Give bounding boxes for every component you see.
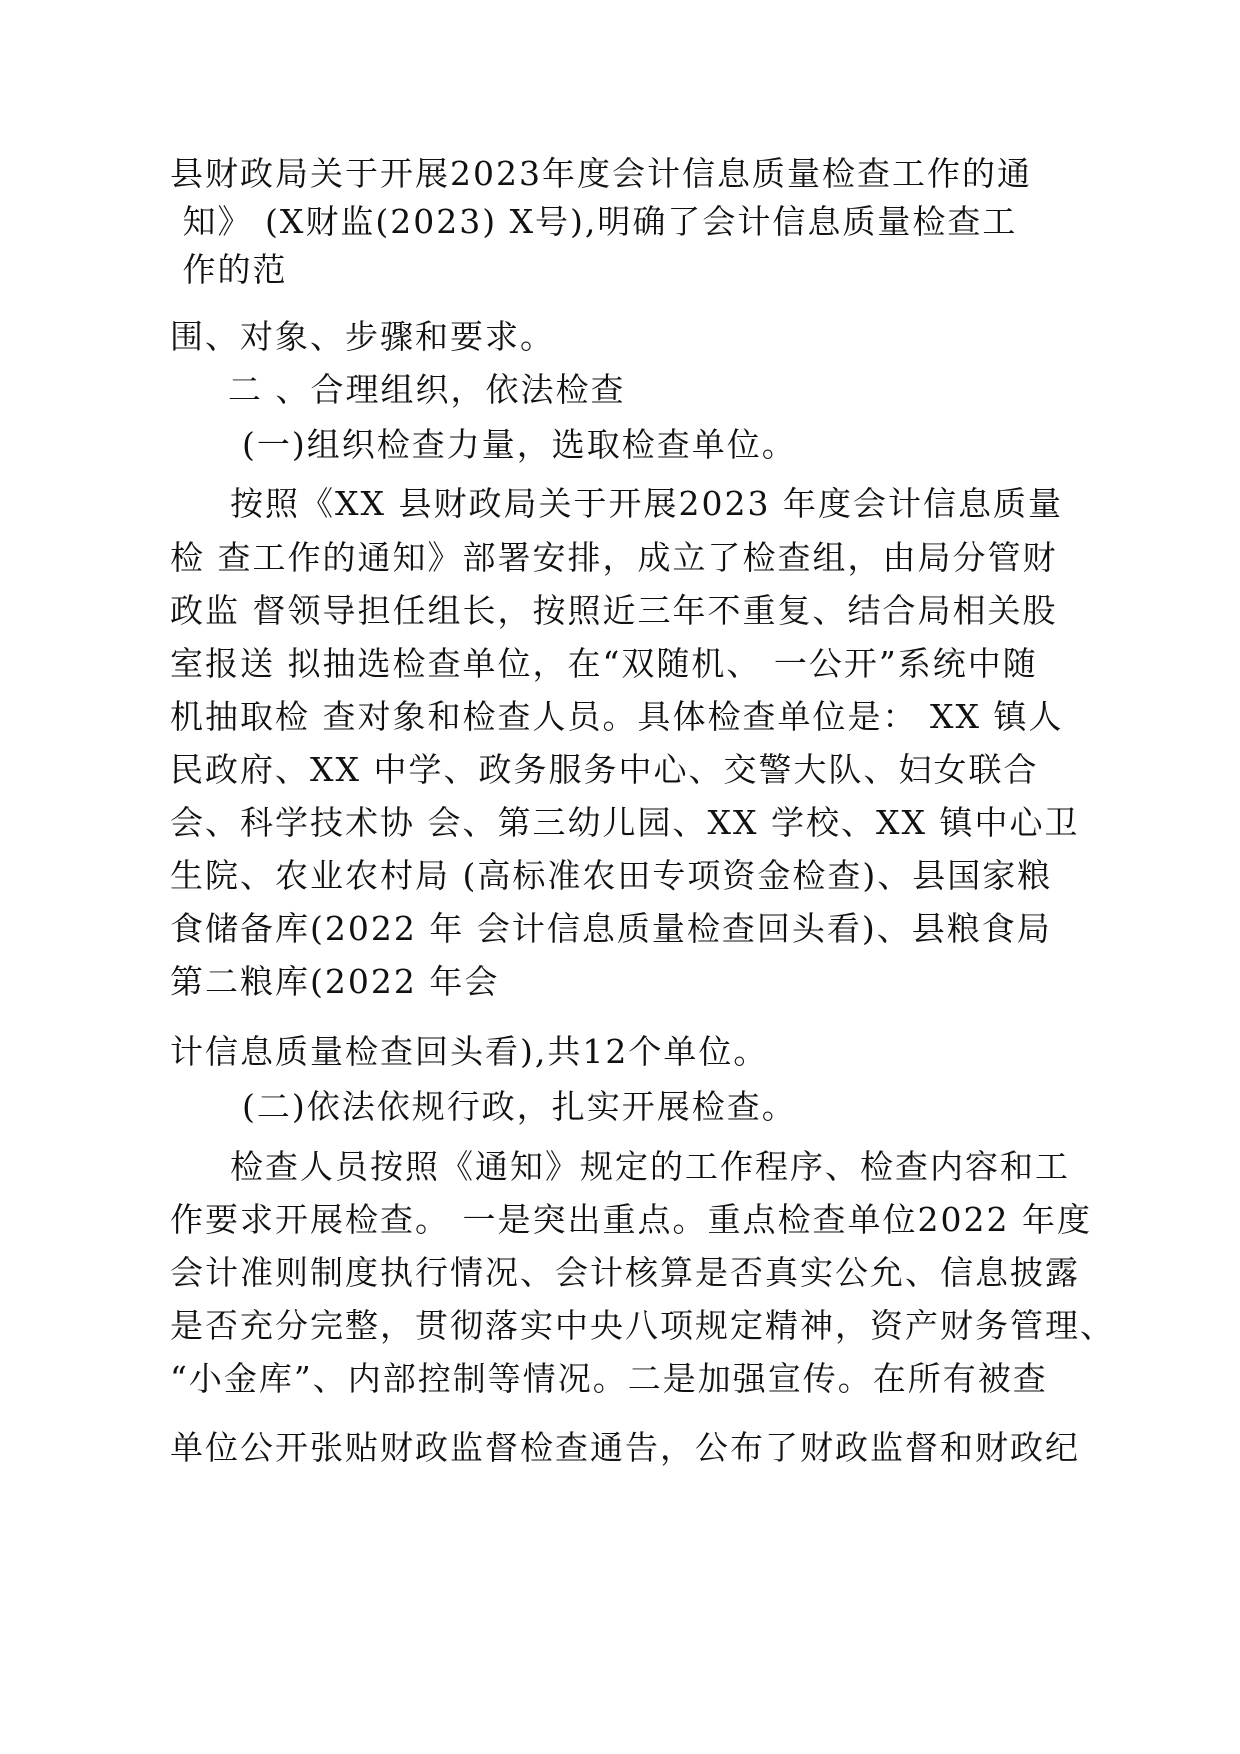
text-line: 会、科学技术协 会、第三幼儿园、XX 学校、XX 镇中心卫 [170,803,1080,842]
text-line: 机抽取检 查对象和检查人员。具体检查单位是： XX 镇人 [170,697,1064,736]
text-line: 民政府、XX 中学、政务服务中心、交警大队、妇女联合 [170,750,1039,789]
text-line: 计信息质量检查回头看),共12个单位。 [170,1032,769,1071]
text-line: 生院、农业农村局 (高标准农田专项资金检查)、县国家粮 [170,856,1053,895]
text-line: 围、对象、步骤和要求。 [170,317,555,356]
heading-text: (二)依法依规行政，扎实开展检查。 [242,1087,797,1126]
text-line: 会计准则制度执行情况、会计核算是否真实公允、信息披露 [170,1253,1080,1292]
text-line: 食储备库(2022 年 会计信息质量检查回头看)、县粮食局 [170,909,1052,948]
text-line: 室报送 拟抽选检查单位，在“双随机、 一公开”系统中随 [170,644,1038,683]
heading-text: 二 、合理组织，依法检查 [228,370,626,409]
text-line: 作的范 [170,250,288,289]
text-line: 知》 (X财监(2023) X号),明确了会计信息质量检查工 [170,202,1018,241]
text-line: 第二粮库(2022 年会 [170,962,500,1001]
text-line: 检查人员按照《通知》规定的工作程序、检查内容和工 [230,1147,1070,1186]
text-line: 是否充分完整，贯彻落实中央八项规定精神，资产财务管理、 [170,1306,1115,1345]
text-line: 按照《XX 县财政局关于开展2023 年度会计信息质量 [230,484,1063,523]
text-line: “小金库”、内部控制等情况。二是加强宣传。在所有被查 [170,1359,1048,1398]
text-line: 检 查工作的通知》部署安排，成立了检查组，由局分管财 [170,538,1058,577]
text-line: 县财政局关于开展2023年度会计信息质量检查工作的通 [170,154,1032,193]
heading-text: (一)组织检查力量，选取检查单位。 [242,425,797,464]
text-line: 政监 督领导担任组长，按照近三年不重复、结合局相关股 [170,591,1058,630]
text-line: 单位公开张贴财政监督检查通告，公布了财政监督和财政纪 [170,1428,1080,1467]
text-line: 作要求开展检查。 一是突出重点。重点检查单位2022 年度 [170,1200,1092,1239]
